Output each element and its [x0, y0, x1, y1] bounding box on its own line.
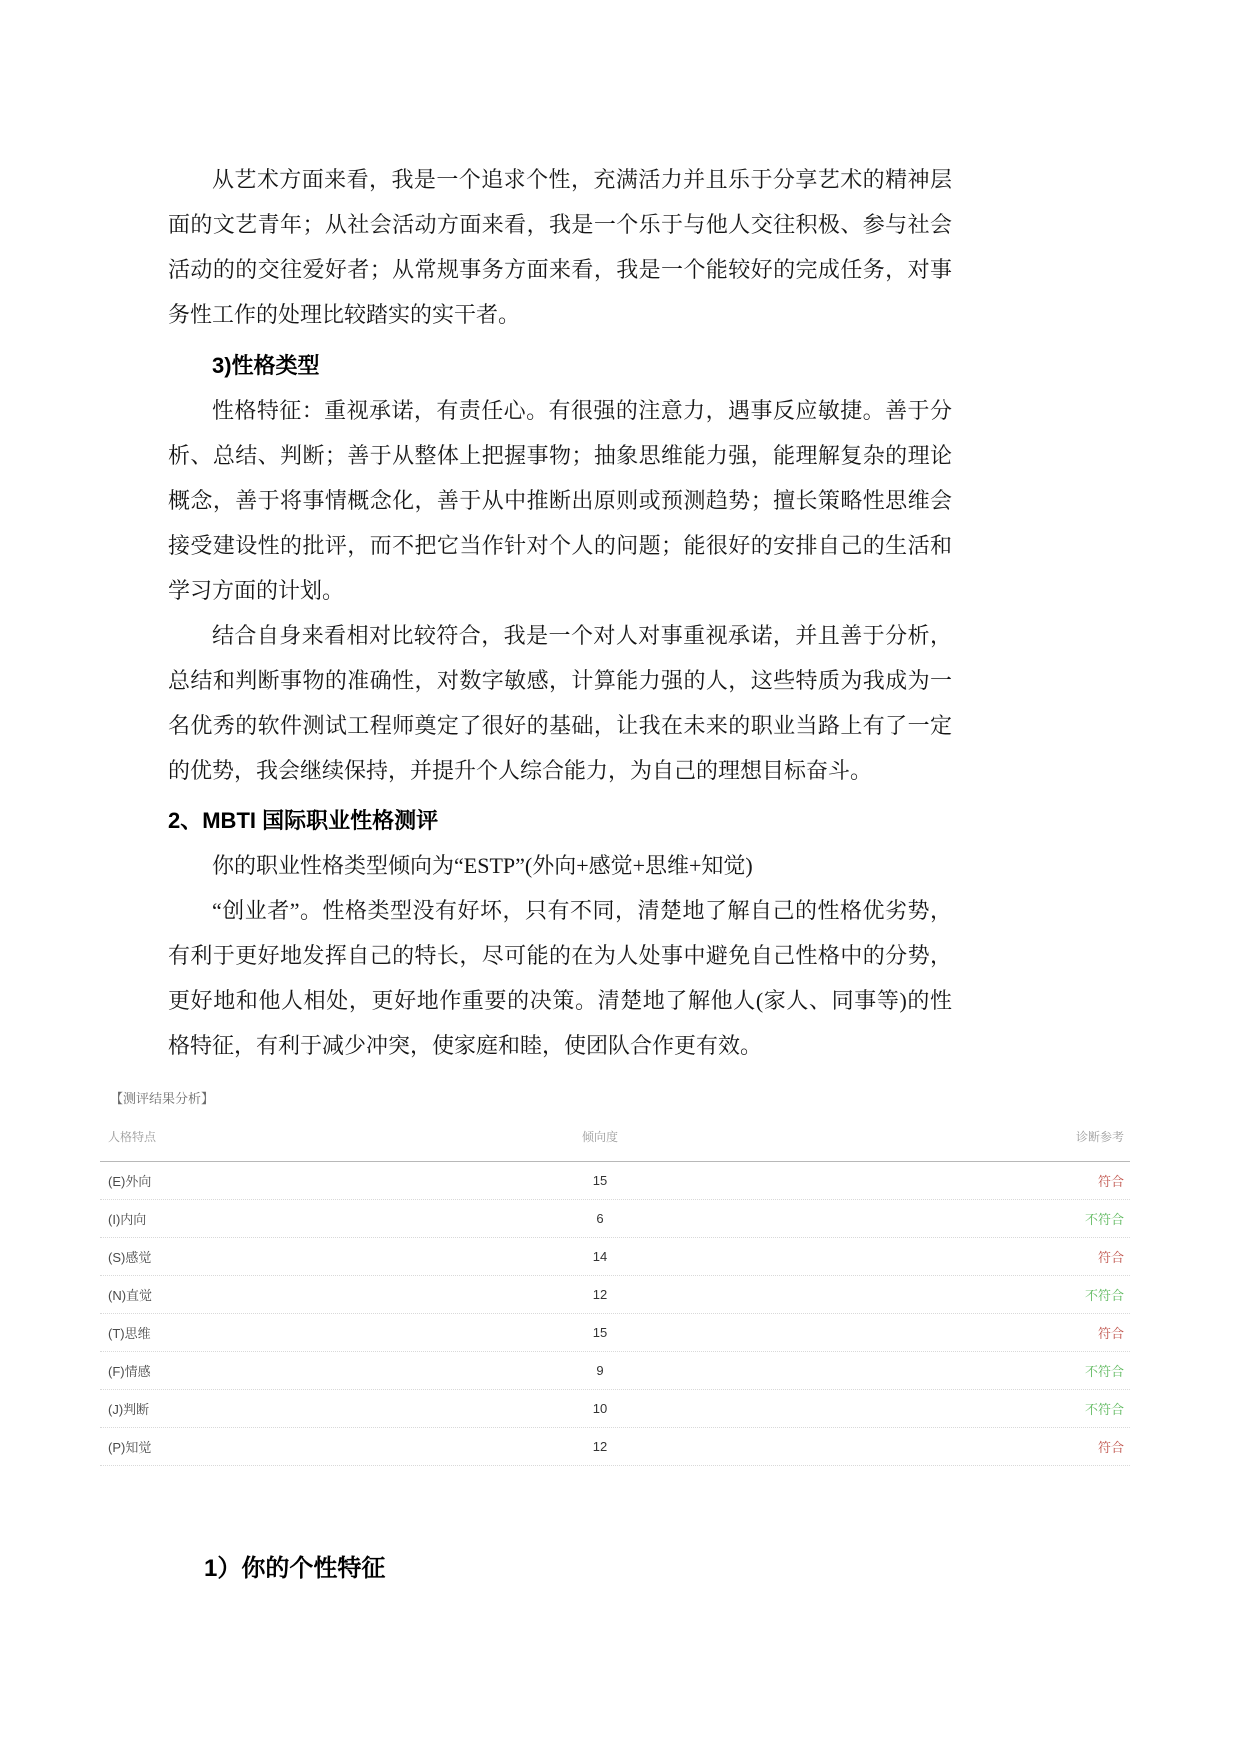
- trait-score: 14: [592, 1249, 608, 1264]
- trait-score: 12: [592, 1287, 608, 1302]
- heading-your-traits: 1）你的个性特征: [204, 1555, 386, 1582]
- trait-label: (T)思维: [108, 1326, 151, 1341]
- document-body-continued: [168, 1549, 952, 1589]
- paragraph-personality-traits: 性格特征：重视承诺，有责任心。有很强的注意力，遇事反应敏捷。善于分析、总结、判断；善于从整体上把握事物；抽象思维能力强，能理解复杂的理论概念，善于将事情概念化，善于从中推断出原则或预测趋势；擅长策略性思维会接受建设性的批评，而不把它当作针对个人的问题；能很好的安排自己的生活和学习方面的计划。: [168, 398, 952, 603]
- trait-verdict: 不符合: [1084, 1402, 1124, 1417]
- table-row-thinking: [100, 1314, 1130, 1352]
- trait-label: (F)情感: [108, 1364, 151, 1379]
- trait-score: 6: [596, 1211, 604, 1226]
- assessment-result-table: [100, 1122, 1130, 1466]
- trait-verdict: 符合: [1097, 1174, 1124, 1189]
- column-header-diagnosis: 诊断参考: [1075, 1130, 1124, 1144]
- trait-verdict: 符合: [1097, 1326, 1124, 1341]
- trait-verdict: 符合: [1097, 1440, 1124, 1455]
- table-row-perceiving: [100, 1428, 1130, 1466]
- trait-verdict: 不符合: [1084, 1288, 1124, 1303]
- assessment-section-label: 【测评结果分析】: [110, 1091, 215, 1106]
- table-header-row: [100, 1122, 1130, 1162]
- column-header-tendency: 倾向度: [581, 1130, 618, 1144]
- trait-label: (S)感觉: [108, 1250, 152, 1265]
- column-header-trait: 人格特点: [108, 1130, 157, 1144]
- paragraph-art-social: 从艺术方面来看，我是一个追求个性，充满活力并且乐于分享艺术的精神层面的文艺青年；从社会活动方面来看，我是一个乐于与他人交往积极、参与社会活动的的交往爱好者；从常规事务方面来看，我是一个能较好的完成任务，对事务性工作的处理比较踏实的实干者。: [168, 167, 952, 327]
- trait-label: (J)判断: [108, 1402, 150, 1417]
- trait-label: (N)直觉: [108, 1288, 153, 1303]
- trait-label: (I)内向: [108, 1212, 147, 1227]
- paragraph-entrepreneur: “创业者”。性格类型没有好坏，只有不同，清楚地了解自己的性格优劣势，有利于更好地发挥自己的特长，尽可能的在为人处事中避免自己性格中的分势，更好地和他人相处，更好地作重要的决策。清楚地了解他人(家人、同事等)的性格特征，有利于减少冲突，使家庭和睦，使团队合作更有效。: [168, 898, 952, 1058]
- trait-verdict: 不符合: [1084, 1212, 1124, 1227]
- document-body: [168, 0, 952, 1068]
- assessment-result-section: [100, 1090, 1130, 1466]
- table-row-introvert: [100, 1200, 1130, 1238]
- table-row-feeling: [100, 1352, 1130, 1390]
- trait-score: 15: [592, 1173, 608, 1188]
- trait-label: (P)知觉: [108, 1440, 152, 1455]
- table-row-extravert: [100, 1162, 1130, 1200]
- trait-verdict: 符合: [1097, 1250, 1124, 1265]
- table-row-intuition: [100, 1276, 1130, 1314]
- heading-personality-type: 3)性格类型: [212, 353, 320, 378]
- trait-score: 15: [592, 1325, 608, 1340]
- trait-label: (E)外向: [108, 1174, 152, 1189]
- trait-score: 9: [596, 1363, 604, 1378]
- heading-mbti-assessment: 2、MBTI 国际职业性格测评: [168, 808, 439, 833]
- table-row-judging: [100, 1390, 1130, 1428]
- paragraph-estp-result: 你的职业性格类型倾向为“ESTP”(外向+感觉+思维+知觉): [212, 853, 753, 878]
- trait-verdict: 不符合: [1084, 1364, 1124, 1379]
- paragraph-self-assessment: 结合自身来看相对比较符合，我是一个对人对事重视承诺，并且善于分析，总结和判断事物的准确性，对数字敏感，计算能力强的人，这些特质为我成为一名优秀的软件测试工程师奠定了很好的基础，让我在未来的职业当路上有了一定的优势，我会继续保持，并提升个人综合能力，为自己的理想目标奋斗。: [168, 623, 952, 783]
- trait-score: 12: [592, 1439, 608, 1454]
- table-row-sensing: [100, 1238, 1130, 1276]
- trait-score: 10: [592, 1401, 608, 1416]
